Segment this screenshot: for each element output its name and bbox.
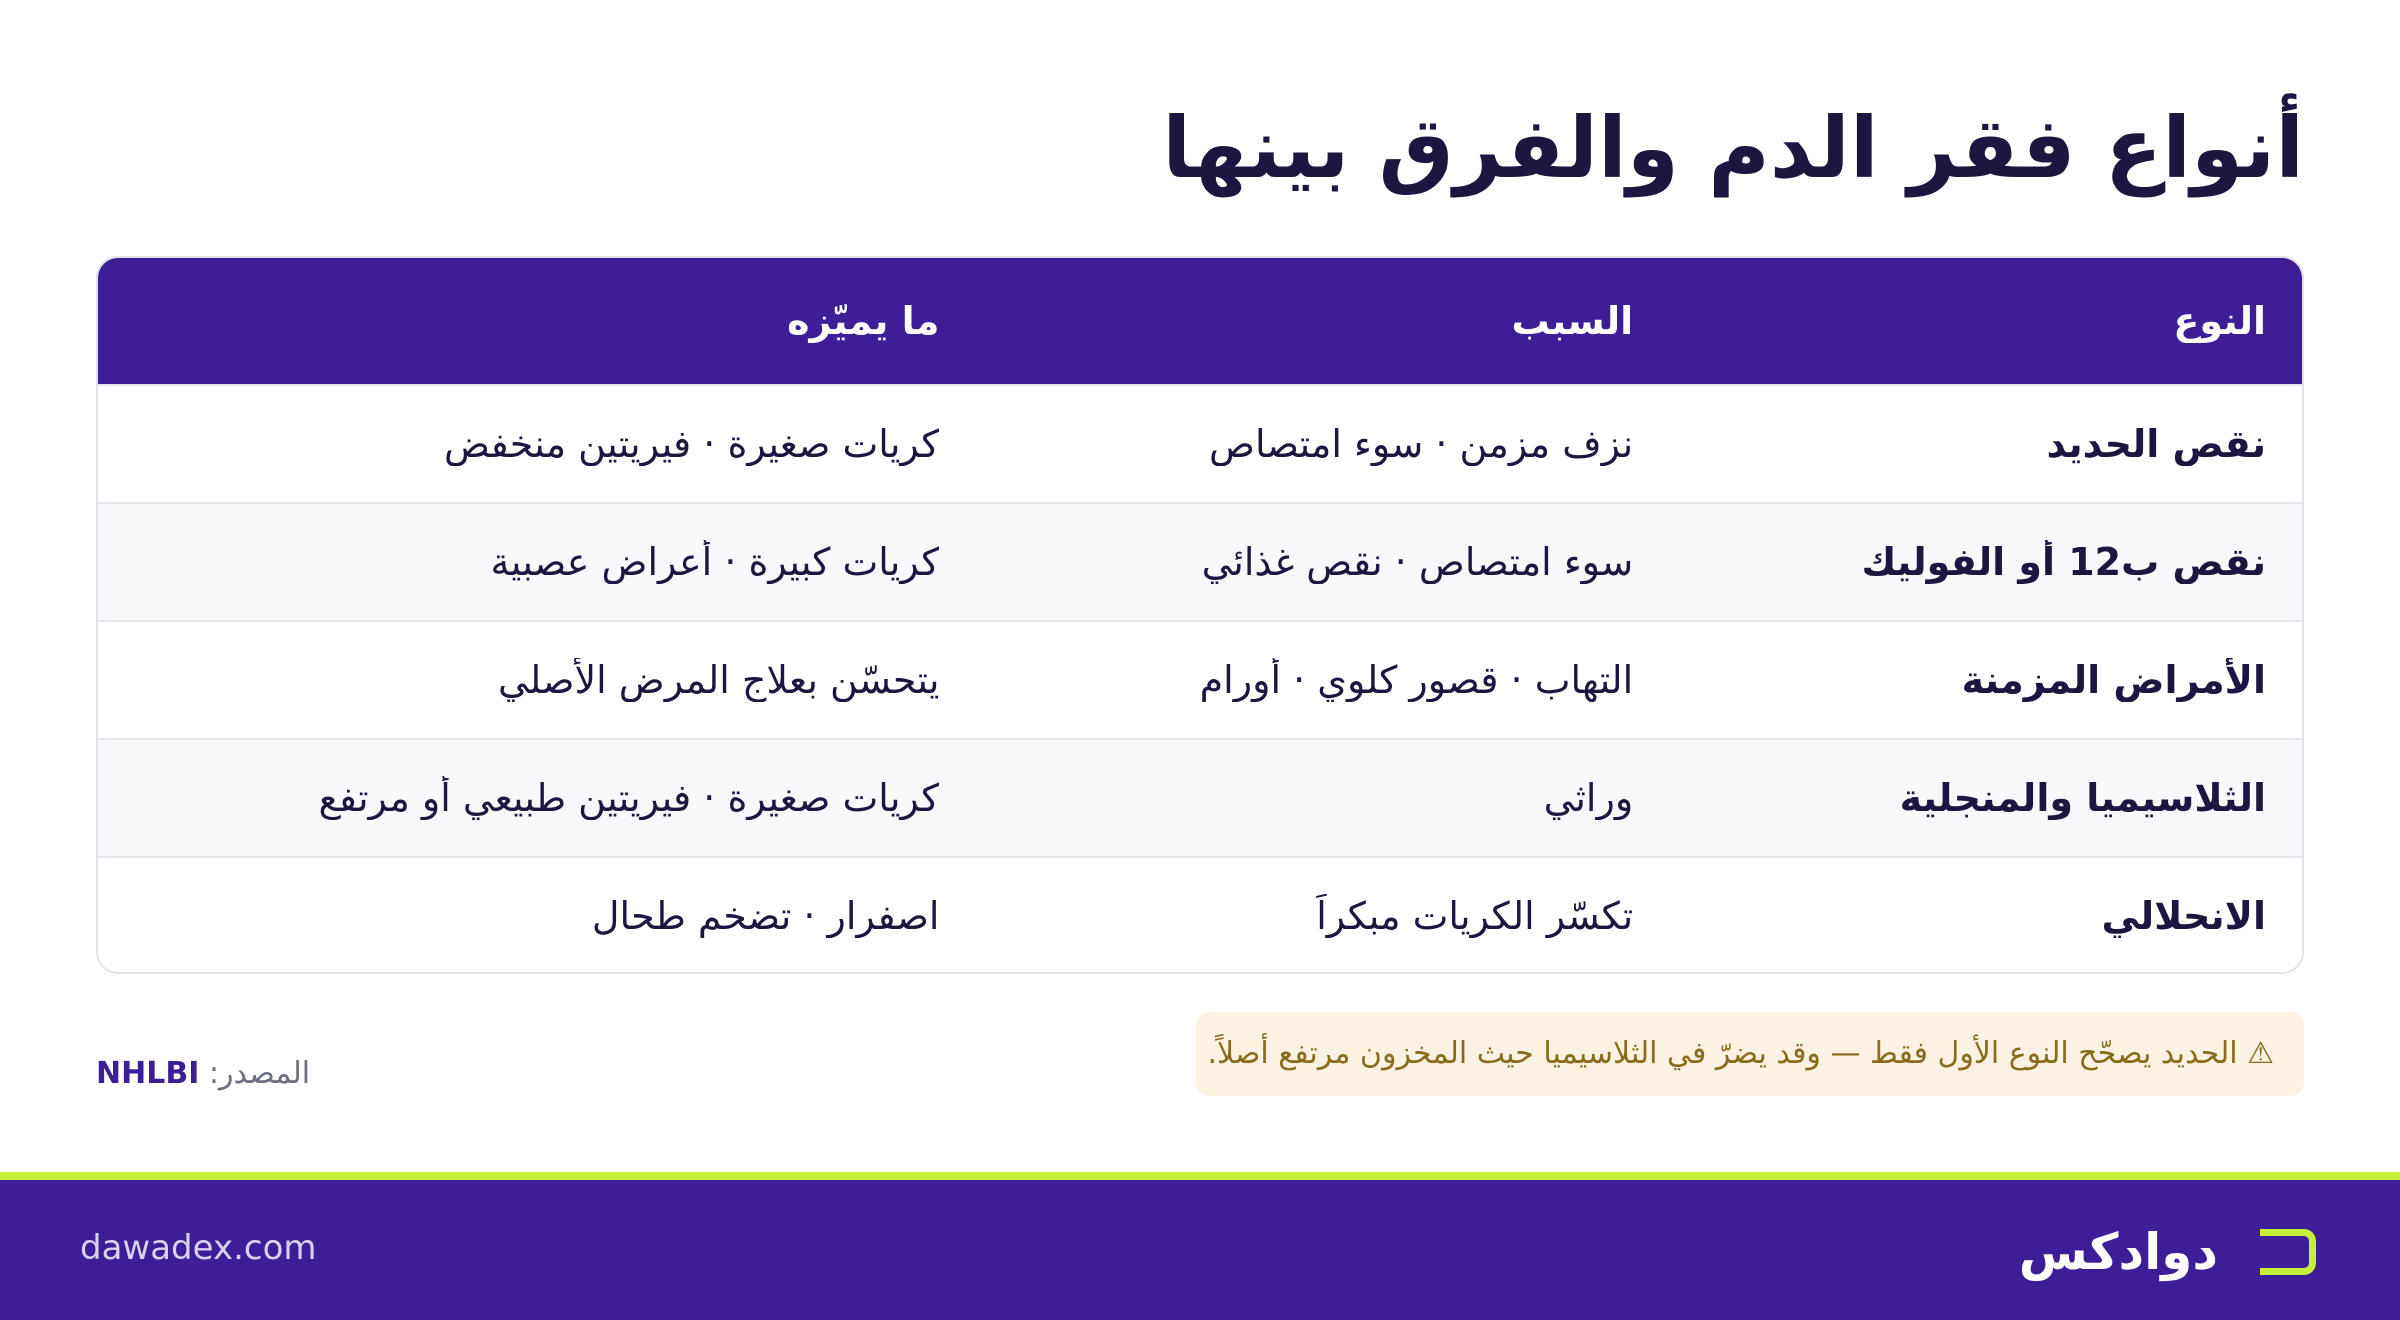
header-type: النوع	[2173, 299, 2266, 343]
cell-feature: كريات صغيرة · فيريتين منخفض	[443, 422, 940, 466]
cell-cause: التهاب · قصور كلوي · أورام	[1199, 658, 1634, 702]
cell-feature: كريات صغيرة · فيريتين طبيعي أو مرتفع	[318, 776, 940, 820]
table-row	[98, 856, 2302, 974]
footer-url: dawadex.com	[80, 1228, 317, 1268]
anemia-types-table	[96, 256, 2304, 974]
warning-note: ⚠ الحديد يصحّح النوع الأول فقط — وقد يضرّ في الثلاسيميا حيث المخزون مرتفع أصلاً.	[1196, 1012, 2304, 1096]
cell-cause: وراثي	[1543, 776, 1634, 820]
cell-type: الثلاسيميا والمنجلية	[1899, 776, 2266, 820]
source-credit	[96, 1052, 310, 1096]
cell-type: الأمراض المزمنة	[1961, 658, 2266, 702]
cell-type: نقص ب12 أو الفوليك	[1861, 540, 2266, 584]
brand-name: دوادكس	[2018, 1223, 2218, 1281]
cell-type: الانحلالي	[2101, 894, 2266, 938]
header-feature: ما يميّزه	[787, 299, 940, 343]
cell-cause: سوء امتصاص · نقص غذائي	[1201, 540, 1634, 584]
source-label: المصدر:	[208, 1056, 311, 1091]
footer-bar	[0, 1180, 2400, 1320]
table-row	[98, 502, 2302, 620]
cell-feature: يتحسّن بعلاج المرض الأصلي	[497, 658, 940, 702]
brand-logo-icon	[2260, 1229, 2316, 1275]
cell-feature: اصفرار · تضخم طحال	[591, 894, 940, 938]
cell-feature: كريات كبيرة · أعراض عصبية	[490, 540, 940, 584]
header-cause: السبب	[1511, 299, 1634, 343]
table-row	[98, 620, 2302, 738]
table-row	[98, 384, 2302, 502]
source-name: NHLBI	[96, 1056, 200, 1091]
footer-accent-line	[0, 1172, 2400, 1180]
brand	[2019, 1212, 2316, 1292]
cell-type: نقص الحديد	[2046, 422, 2266, 466]
table-row	[98, 738, 2302, 856]
cell-cause: تكسّر الكريات مبكراً	[1316, 894, 1634, 938]
table-header-row	[98, 258, 2302, 384]
cell-cause: نزف مزمن · سوء امتصاص	[1209, 422, 1634, 466]
page-title: أنواع فقر الدم والفرق بينها	[1162, 99, 2304, 197]
